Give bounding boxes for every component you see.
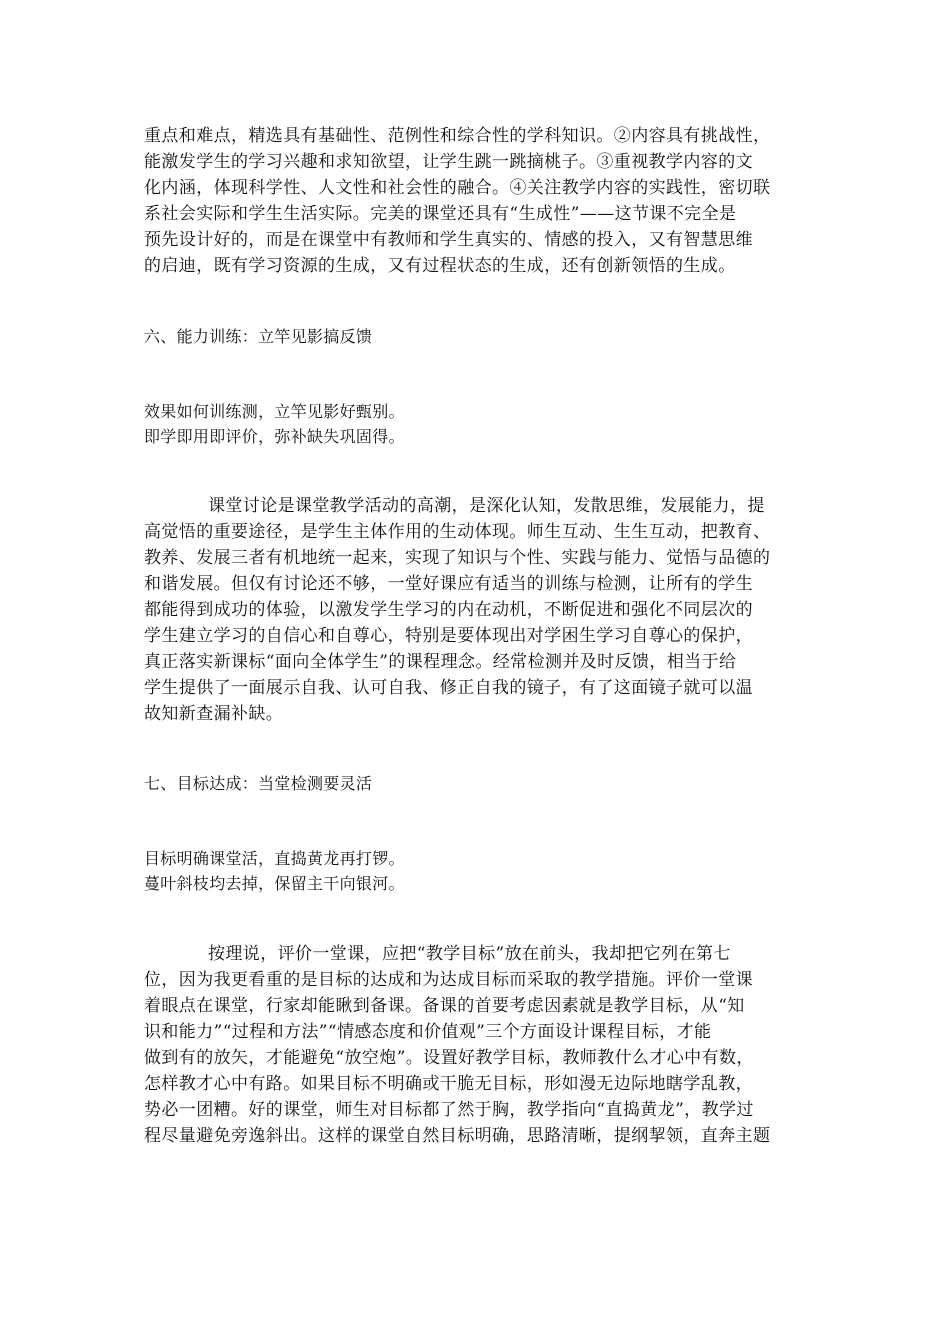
verse-line: 蔓叶斜枝均去掉，保留主干向银河。: [144, 874, 405, 893]
text-line: 位，因为我更看重的是目标的达成和为达成目标而采取的教学措施。评价一堂课: [144, 970, 753, 990]
paragraph-teaching-goals: [144, 941, 807, 1149]
text-line: 识和能力”“过程和方法”“情感态度和价值观”三个方面设计课程目标，才能: [144, 1022, 712, 1042]
text-line: 学生建立学习的自信心和自尊心，特别是要体现出对学困生学习自尊心的保护，: [144, 626, 753, 646]
text-line: 按理说，评价一堂课，应把“教学目标”放在前头，我却把它列在第七: [208, 944, 731, 964]
text-line: 故知新查漏补缺。: [144, 704, 284, 724]
verse-section-6: [144, 399, 405, 449]
text-line: 高觉悟的重要途径，是学生主体作用的生动体现。师生互动、生生互动，把教育、: [144, 522, 771, 542]
text-line: 真正落实新课标“面向全体学生”的课程理念。经常检测并及时反馈，相当于给: [144, 652, 737, 672]
text-line: 着眼点在课堂，行家却能瞅到备课。备课的首要考虑因素就是教学目标，从“知: [144, 996, 745, 1016]
section-heading-6: 六、能力训练：立竿见影搞反馈: [144, 327, 373, 346]
text-line: 和谐发展。但仅有讨论还不够，一堂好课应有适当的训练与检测，让所有的学生: [144, 574, 753, 594]
text-line: 势必一团糟。好的课堂，师生对目标都了然于胸，教学指向“直捣黄龙”，教学过: [144, 1100, 754, 1120]
paragraph-training-feedback: [144, 493, 807, 727]
text-line: 化内涵，体现科学性、人文性和社会性的融合。④关注教学内容的实践性，密切联: [144, 178, 771, 198]
text-line: 教养、发展三者有机地统一起来，实现了知识与个性、实践与能力、觉悟与品德的: [144, 548, 771, 568]
text-line: 重点和难点，精选具有基础性、范例性和综合性的学科知识。②内容具有挑战性，: [144, 126, 771, 146]
text-line: 课堂讨论是课堂教学活动的高潮，是深化认知，发散思维，发展能力，提: [208, 496, 765, 516]
text-line: 程尽量避免旁逸斜出。这样的课堂自然目标明确，思路清晰，提纲挈领，直奔主题: [144, 1126, 771, 1146]
verse-line: 目标明确课堂活，直捣黄龙再打锣。: [144, 849, 405, 868]
section-heading-7: 七、目标达成：当堂检测要灵活: [144, 774, 373, 793]
paragraph-content-requirements: [144, 123, 807, 279]
text-line: 的启迪，既有学习资源的生成，又有过程状态的生成，还有创新领悟的生成。: [144, 256, 736, 276]
text-line: 学生提供了一面展示自我、认可自我、修正自我的镜子，有了这面镜子就可以温: [144, 678, 753, 698]
text-line: 系社会实际和学生生活实际。完美的课堂还具有“生成性”——这节课不完全是: [144, 204, 737, 224]
text-line: 都能得到成功的体验，以激发学生学习的内在动机，不断促进和强化不同层次的: [144, 600, 753, 620]
text-line: 能激发学生的学习兴趣和求知欲望，让学生跳一跳摘桃子。③重视教学内容的文: [144, 152, 753, 172]
text-line: 预先设计好的，而是在课堂中有教师和学生真实的、情感的投入，又有智慧思维: [144, 230, 753, 250]
verse-section-7: [144, 846, 405, 896]
text-line: 怎样教才心中有路。如果目标不明确或干脆无目标，形如漫无边际地瞎学乱教，: [144, 1074, 753, 1094]
text-line: 做到有的放矢，才能避免“放空炮”。设置好教学目标，教师教什么才心中有数，: [144, 1048, 754, 1068]
verse-line: 效果如何训练测，立竿见影好甄别。: [144, 402, 405, 421]
verse-line: 即学即用即评价，弥补缺失巩固得。: [144, 427, 405, 446]
